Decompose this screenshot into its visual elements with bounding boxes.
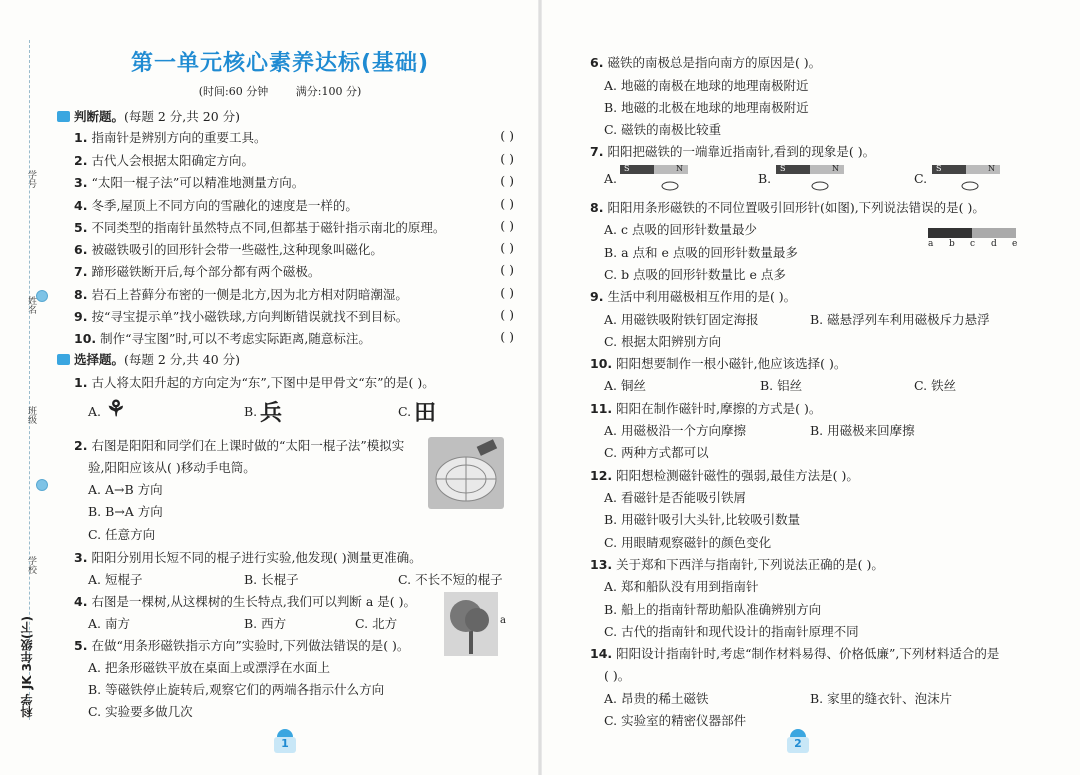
question-7: 7. 阳阳把磁铁的一端靠近指南针,看到的现象是( )。 (590, 144, 876, 159)
option-4a[interactable]: A. 南方 (88, 616, 130, 631)
margin-label-name: 姓名 (26, 296, 36, 314)
oracle-glyph-b-icon: 兵 (260, 400, 283, 426)
option-9c[interactable]: C. 根据太阳辨别方向 (604, 334, 722, 349)
question-1: 1. 古人将太阳升起的方向定为“东”,下图中是甲骨文“东”的是( )。 (74, 375, 435, 390)
course-label: 科学 JK 3年级(下) (20, 615, 34, 717)
answer-blank[interactable]: ( ) (500, 262, 514, 277)
option-1a[interactable]: A. (88, 404, 102, 419)
question-10: 10. 阳阳想要制作一根小磁针,他应该选择( )。 (590, 356, 847, 371)
time-info: (时间:60 分钟 (198, 85, 269, 98)
magnet-point-label: b (949, 239, 955, 249)
option-8a[interactable]: A. c 点吸的回形针数量最少 (604, 222, 757, 237)
answer-blank[interactable]: ( ) (500, 128, 514, 143)
answer-blank[interactable]: ( ) (500, 307, 514, 322)
option-7c[interactable]: C. (914, 171, 928, 186)
score-info: 满分:100 分) (295, 85, 362, 98)
page-number-right: 2 (787, 737, 809, 753)
oracle-glyph-c-icon: 田 (414, 400, 437, 426)
question-12: 12. 阳阳想检测磁针磁性的强弱,最佳方法是( )。 (590, 468, 859, 483)
exam-info (80, 83, 480, 99)
option-7a[interactable]: A. (604, 171, 618, 186)
sun-icon (274, 729, 296, 737)
page-title: 第一单元核心素养达标(基础) (130, 51, 430, 76)
option-11b[interactable]: B. 用磁极来回摩擦 (810, 423, 915, 438)
judgement-item: 3. “太阳一棍子法”可以精准地测量方向。 ( ) (74, 173, 514, 190)
question-6: 6. 磁铁的南极总是指向南方的原因是( )。 (590, 55, 822, 70)
judgement-item: 10. 制作“寻宝图”时,可以不考虑实际距离,随意标注。 ( ) (74, 329, 514, 346)
judgement-item: 2. 古代人会根据太阳确定方向。 ( ) (74, 151, 514, 168)
binding-hole-icon (36, 290, 48, 302)
option-2a[interactable]: A. A→B 方向 (88, 482, 163, 497)
question-14: 14. 阳阳设计指南针时,考虑“制作材料易得、价格低廉”,下列材料适合的是 (590, 646, 1000, 661)
magnet-point-label: e (1012, 239, 1018, 249)
option-5a[interactable]: A. 把条形磁铁平放在桌面上或漂浮在水面上 (88, 660, 330, 675)
judgement-item: 1. 指南针是辨别方向的重要工具。 ( ) (74, 128, 514, 145)
magnet-compass-figure (776, 163, 846, 198)
option-10b[interactable]: B. 铝丝 (760, 378, 803, 393)
margin-label-id: 学号 (26, 170, 36, 188)
magnet-s-label: S (780, 164, 786, 173)
answer-blank[interactable]: ( ) (500, 196, 514, 211)
option-5b[interactable]: B. 等磁铁停止旋转后,观察它们的两端各指示什么方向 (88, 682, 385, 697)
option-10c[interactable]: C. 铁丝 (914, 378, 957, 393)
question-8: 8. 阳阳用条形磁铁的不同位置吸引回形针(如图),下列说法错误的是( )。 (590, 200, 985, 215)
section-badge-icon (57, 354, 70, 365)
answer-blank[interactable]: ( ) (500, 285, 514, 300)
option-13a[interactable]: A. 郑和船队没有用到指南针 (604, 579, 759, 594)
answer-blank[interactable]: ( ) (500, 240, 514, 255)
answer-blank[interactable]: ( ) (500, 173, 514, 188)
question-3: 3. 阳阳分别用长短不同的棍子进行实验,他发现( )测量更准确。 (74, 550, 422, 565)
option-9b[interactable]: B. 磁悬浮列车利用磁极斥力悬浮 (810, 312, 990, 327)
option-2c[interactable]: C. 任意方向 (88, 527, 156, 542)
option-3b[interactable]: B. 长棍子 (244, 572, 299, 587)
option-1c[interactable]: C. (398, 404, 412, 419)
option-3a[interactable]: A. 短棍子 (88, 572, 143, 587)
magnet-n-label: N (832, 164, 839, 173)
option-2b[interactable]: B. B→A 方向 (88, 504, 163, 519)
sun-icon (787, 729, 809, 737)
option-7b[interactable]: B. (758, 171, 772, 186)
option-4b[interactable]: B. 西方 (244, 616, 287, 631)
tree-direction-label: a (500, 615, 506, 626)
option-9a[interactable]: A. 用磁铁吸附铁钉固定海报 (604, 312, 759, 327)
option-12a[interactable]: A. 看磁针是否能吸引铁屑 (604, 490, 746, 505)
option-8b[interactable]: B. a 点和 e 点吸的回形针数量最多 (604, 245, 798, 260)
question-2-line2: 验,阳阳应该从( )移动手电筒。 (88, 460, 256, 475)
magnet-n-label: N (988, 164, 995, 173)
section-judgement-heading: 判断题。(每题 2 分,共 20 分) (57, 107, 240, 125)
answer-blank[interactable]: ( ) (500, 151, 514, 166)
option-3c[interactable]: C. 不长不短的棍子 (398, 572, 503, 587)
judgement-item: 5. 不同类型的指南针虽然特点不同,但都基于磁针指示南北的原理。 ( ) (74, 218, 514, 235)
judgement-item: 8. 岩石上苔藓分布密的一侧是北方,因为北方相对阴暗潮湿。 ( ) (74, 285, 514, 302)
question-14-line2: ( )。 (604, 668, 631, 683)
option-14b[interactable]: B. 家里的缝衣针、泡沫片 (810, 691, 953, 706)
option-5c[interactable]: C. 实验要多做几次 (88, 704, 193, 719)
option-11a[interactable]: A. 用磁极沿一个方向摩擦 (604, 423, 746, 438)
judgement-item: 6. 被磁铁吸引的回形针会带一些磁性,这种现象叫磁化。 ( ) (74, 240, 514, 257)
magnet-point-label: d (991, 239, 997, 249)
option-12b[interactable]: B. 用磁针吸引大头针,比较吸引数量 (604, 512, 801, 527)
option-8c[interactable]: C. b 点吸的回形针数量比 e 点多 (604, 267, 786, 282)
page-number-left: 1 (274, 737, 296, 753)
magnet-n-label: N (676, 164, 683, 173)
question-11: 11. 阳阳在制作磁针时,摩擦的方式是( )。 (590, 401, 822, 416)
option-1b[interactable]: B. (244, 404, 258, 419)
question-5: 5. 在做“用条形磁铁指示方向”实验时,下列做法错误的是( )。 (74, 638, 410, 653)
magnet-point-label: a (928, 239, 934, 249)
magnet-compass-figure (620, 163, 690, 198)
answer-blank[interactable]: ( ) (500, 329, 514, 344)
section-badge-icon (57, 111, 70, 122)
option-12c[interactable]: C. 用眼睛观察磁针的颜色变化 (604, 535, 772, 550)
option-14a[interactable]: A. 昂贵的稀土磁铁 (604, 691, 709, 706)
section-choice-heading: 选择题。(每题 2 分,共 40 分) (57, 350, 240, 368)
magnet-s-label: S (936, 164, 942, 173)
margin-label-school: 学校 (26, 556, 36, 574)
question-9: 9. 生活中利用磁极相互作用的是( )。 (590, 289, 797, 304)
magnet-point-label: c (970, 239, 976, 249)
question-13: 13. 关于郑和下西洋与指南针,下列说法正确的是( )。 (590, 557, 884, 572)
option-14c[interactable]: C. 实验室的精密仪器部件 (604, 713, 747, 728)
binding-hole-icon (36, 479, 48, 491)
magnet-compass-figure (932, 163, 1002, 198)
sun-stick-experiment-photo (428, 437, 504, 509)
margin-label-class: 班级 (26, 406, 36, 424)
oracle-glyph-a-icon: ⚘ (106, 396, 126, 422)
option-6c[interactable]: C. 磁铁的南极比较重 (604, 122, 722, 137)
option-6b[interactable]: B. 地磁的北极在地球的地理南极附近 (604, 100, 809, 115)
option-13c[interactable]: C. 古代的指南针和现代设计的指南针原理不同 (604, 624, 859, 639)
option-6a[interactable]: A. 地磁的南极在地球的地理南极附近 (604, 78, 809, 93)
answer-blank[interactable]: ( ) (500, 218, 514, 233)
option-4c[interactable]: C. 北方 (355, 616, 398, 631)
question-4: 4. 右图是一棵树,从这棵树的生长特点,我们可以判断 a 是( )。 (74, 594, 417, 609)
magnet-s-label: S (624, 164, 630, 173)
option-13b[interactable]: B. 船上的指南针帮助船队准确辨别方向 (604, 602, 822, 617)
judgement-item: 9. 按“寻宝提示单”找小磁铁球,方向判断错误就找不到目标。 ( ) (74, 307, 514, 324)
judgement-item: 7. 蹄形磁铁断开后,每个部分都有两个磁极。 ( ) (74, 262, 514, 279)
option-10a[interactable]: A. 铜丝 (604, 378, 646, 393)
judgement-item: 4. 冬季,屋顶上不同方向的雪融化的速度是一样的。 ( ) (74, 196, 514, 213)
option-11c[interactable]: C. 两种方式都可以 (604, 445, 709, 460)
question-2: 2. 右图是阳阳和同学们在上课时做的“太阳一棍子法”模拟实 (74, 438, 405, 453)
